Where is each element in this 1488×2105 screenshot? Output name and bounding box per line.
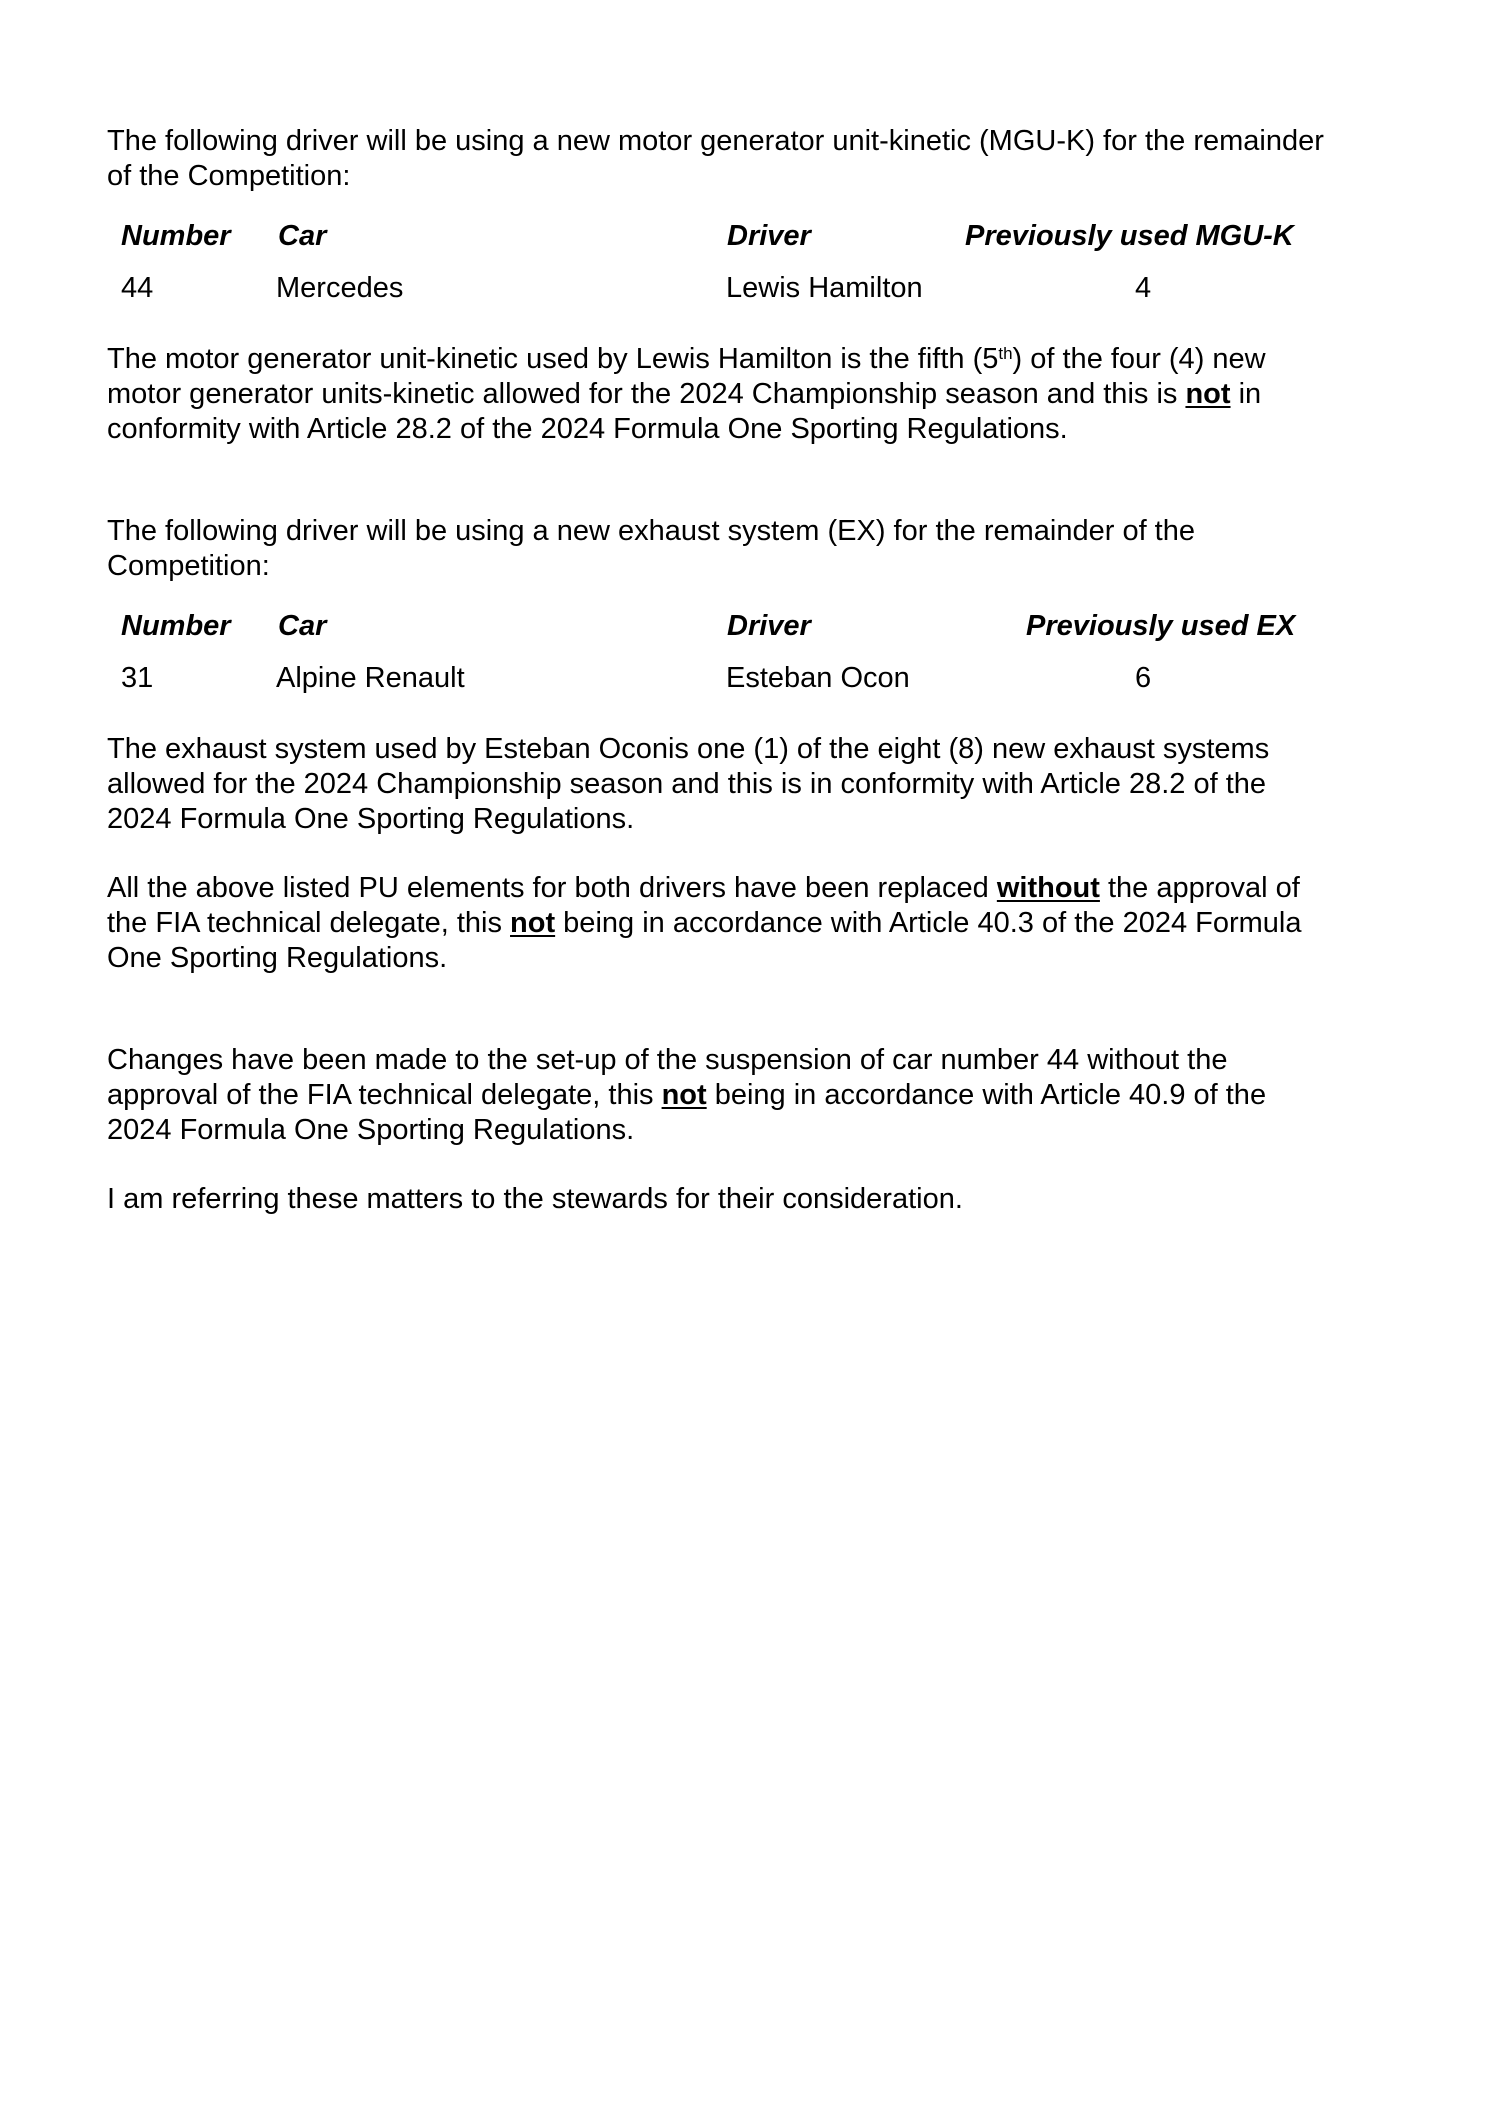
ex-statement-paragraph xyxy=(107,732,1397,837)
cell-driver: Lewis Hamilton xyxy=(726,272,923,304)
header-car: Car xyxy=(278,220,327,252)
cell-driver: Esteban Ocon xyxy=(726,662,910,694)
header-previously-used: Previously used MGU-K xyxy=(965,220,1294,252)
header-previously-used: Previously used EX xyxy=(1026,610,1296,642)
text-line: 2024 Formula One Sporting Regulations. xyxy=(107,803,635,835)
text-segment: All the above listed PU elements for both drivers have been replaced xyxy=(107,872,997,904)
cell-car: Alpine Renault xyxy=(276,662,465,694)
header-number: Number xyxy=(121,220,231,252)
header-driver: Driver xyxy=(727,610,811,642)
text-line: Competition: xyxy=(107,550,270,582)
text-line: Changes have been made to the set-up of the suspension of car number 44 without the xyxy=(107,1044,1228,1076)
ex-table xyxy=(107,608,1397,698)
mguk-table xyxy=(107,218,1397,308)
text-line xyxy=(107,377,1397,412)
text-line xyxy=(107,871,1397,906)
cell-previously-used: 4 xyxy=(1135,272,1152,304)
cell-number: 31 xyxy=(121,662,154,694)
text-segment: the FIA technical delegate, this xyxy=(107,907,511,939)
cell-previously-used: 6 xyxy=(1135,662,1152,694)
emphasis-not: not xyxy=(661,1079,707,1111)
text-line: The following driver will be using a new exhaust system (EX) for the remainder of the xyxy=(107,515,1195,547)
text-line: I am referring these matters to the stewards for their consideration. xyxy=(107,1183,963,1215)
text-line: allowed for the 2024 Championship season and this is in conformity with Article 28.2 of the xyxy=(107,768,1267,800)
suspension-paragraph xyxy=(107,1043,1397,1148)
cell-number: 44 xyxy=(121,272,154,304)
superscript: th xyxy=(998,344,1013,364)
text-line: 2024 Formula One Sporting Regulations. xyxy=(107,1114,635,1146)
header-car: Car xyxy=(278,610,327,642)
text-segment: being in accordance with Article 40.9 of the xyxy=(706,1079,1267,1111)
text-segment: ) of the four (4) new xyxy=(1012,343,1266,375)
referral-paragraph xyxy=(107,1182,1397,1217)
mguk-intro-paragraph xyxy=(107,124,1397,194)
header-number: Number xyxy=(121,610,231,642)
text-segment: the approval of xyxy=(1099,872,1300,904)
cell-car: Mercedes xyxy=(276,272,404,304)
text-segment: being in accordance with Article 40.3 of the 2024 Formula xyxy=(555,907,1302,939)
text-line xyxy=(107,1078,1397,1113)
ex-intro-paragraph xyxy=(107,514,1397,584)
text-segment: motor generator units-kinetic allowed for the 2024 Championship season and this is xyxy=(107,378,1186,410)
pu-approval-paragraph xyxy=(107,871,1397,976)
text-line: The following driver will be using a new motor generator unit-kinetic (MGU-K) for the remainder xyxy=(107,125,1324,157)
text-segment: The motor generator unit-kinetic used by Lewis Hamilton is the fifth (5 xyxy=(107,343,999,375)
text-line: conformity with Article 28.2 of the 2024 Formula One Sporting Regulations. xyxy=(107,413,1068,445)
text-segment: approval of the FIA technical delegate, this xyxy=(107,1079,662,1111)
mguk-statement-paragraph xyxy=(107,342,1397,447)
emphasis-without: without xyxy=(996,872,1100,904)
text-line: of the Competition: xyxy=(107,160,351,192)
emphasis-not: not xyxy=(1185,378,1231,410)
emphasis-not: not xyxy=(510,907,556,939)
text-segment: in xyxy=(1230,378,1262,410)
text-line: The exhaust system used by Esteban Oconis one (1) of the eight (8) new exhaust systems xyxy=(107,733,1270,765)
text-line xyxy=(107,342,1397,377)
text-line xyxy=(107,906,1397,941)
header-driver: Driver xyxy=(727,220,811,252)
text-line: One Sporting Regulations. xyxy=(107,942,448,974)
